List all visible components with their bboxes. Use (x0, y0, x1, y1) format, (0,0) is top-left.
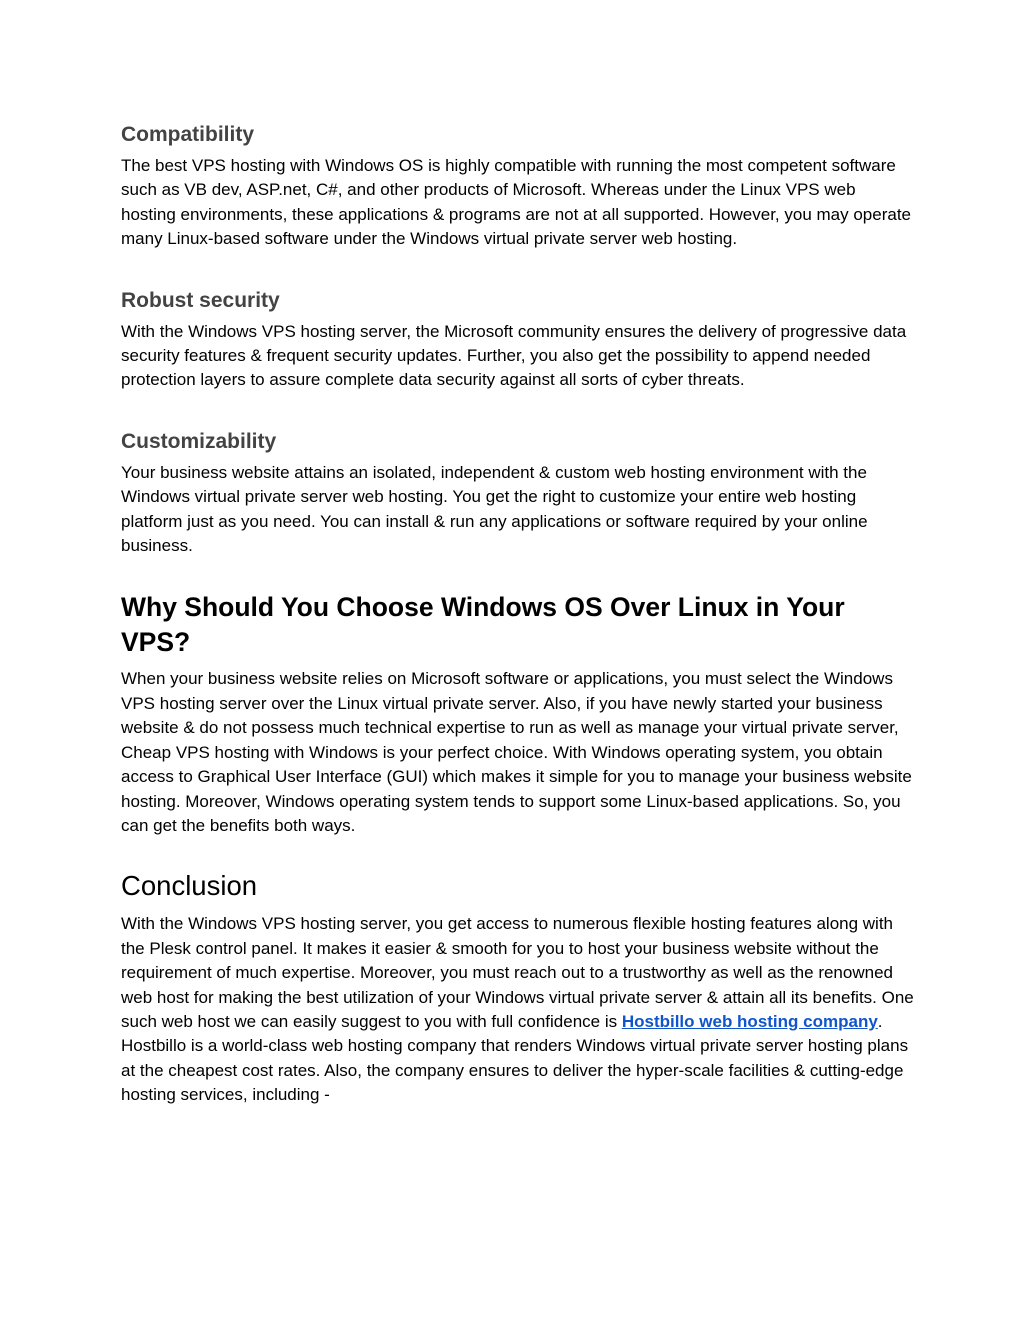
spacer (121, 393, 914, 428)
section-paragraph (121, 912, 914, 1107)
paragraph-text: . Hostbillo is a world-class web hosting company that renders Windows virtual private server hosting plans at the cheapest cost rates. Also, the company ensures to deliver the hyper-scale facilities & cutting-edge hosting services, including - (121, 1011, 909, 1105)
section-heading: Compatibility (121, 123, 255, 146)
section-paragraph: With the Windows VPS hosting server, the Microsoft community ensures the delivery of progressive data security features & frequent security updates. Further, you also get the possibility to append needed protection layers to assure complete data security against all sorts of cyber threats. (121, 321, 907, 390)
section-robust-security (121, 287, 914, 393)
section-paragraph: The best VPS hosting with Windows OS is highly compatible with running the most competent software such as VB dev, ASP.net, C#, and other products of Microsoft. Whereas under the Linux VPS web hosting environments, these applications & programs are not at all supported. However, you may operate many Linux-based software under the Windows virtual private server web hosting. (121, 156, 911, 249)
spacer (121, 252, 914, 287)
section-heading: Conclusion (121, 870, 258, 902)
section-customizability (121, 428, 914, 559)
section-paragraph: When your business website relies on Microsoft software or applications, you must select the Windows VPS hosting server over the Linux virtual private server. Also, if you have newly started your business website & do not possess much technical expertise to run as well as manage your virtual private server, Cheap VPS hosting with Windows is your perfect choice. With Windows operating system, you obtain access to Graphical User Interface (GUI) which makes it simple for you to manage your business website hosting. Moreover, Windows operating system tends to support some Linux-based applications. So, you can get the benefits both ways. (121, 669, 912, 835)
hostbillo-link[interactable]: Hostbillo web hosting company (621, 1011, 878, 1031)
spacer (121, 558, 914, 590)
section-heading: Why Should You Choose Windows OS Over Linux in Your VPS? (121, 592, 845, 658)
section-why-windows (121, 590, 914, 838)
section-heading: Customizability (121, 429, 277, 453)
section-heading: Robust security (121, 288, 280, 312)
section-conclusion (121, 868, 914, 1107)
spacer (121, 838, 914, 868)
section-paragraph: Your business website attains an isolated, independent & custom web hosting environment with the Windows virtual private server web hosting. You get the right to customize your entire web hosting platform just as you need. You can install & run any applications or software required by your online business. (121, 462, 868, 556)
section-compatibility (121, 121, 914, 252)
paragraph-text: With the Windows VPS hosting server, you get access to numerous flexible hosting features along with the Plesk control panel. It makes it easier & smooth for you to host your business website without the requirement of much expertise. Moreover, you must reach out to a trustworthy as well as the renowned web host for making the best utilization of your Windows virtual private server & attain all its benefits. One such web host we can easily suggest to you with full confidence is (121, 914, 914, 1031)
